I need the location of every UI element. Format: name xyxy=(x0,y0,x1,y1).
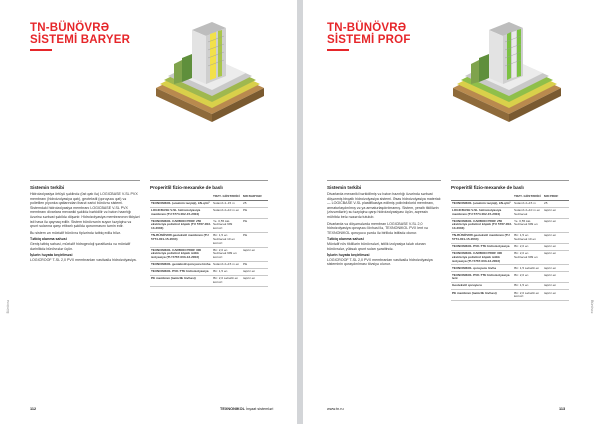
table-cell: TEXNONIKOL (ərazinin təzyiqi), kN·q/m² xyxy=(451,200,513,207)
side-section-label: Bünövrə xyxy=(590,300,594,314)
table-row xyxy=(451,283,569,290)
table-cell: Ən: 1,5 ən xyxy=(212,269,242,276)
table-cell: TN-BÜNÖVRƏ geotekstil membranı (TU 5774-001-15-2004) xyxy=(150,233,212,247)
recommendation-heading: İşlərin həyata keçirilməsi xyxy=(327,253,370,258)
table-cell: Ən: 1,5 ən Seziləcək 10 ən korrozi xyxy=(212,233,242,247)
table-cell: PE membran (təmizlik lövhəsi) xyxy=(150,276,212,287)
table-cell: Ən: 2,0 ən xyxy=(513,272,543,283)
table-row xyxy=(451,290,569,301)
table-row xyxy=(150,247,268,261)
table-cell: Ən: 1,5 səbəbli ən xyxy=(513,265,543,272)
table-cell: 25 xyxy=(543,200,569,207)
table-cell: TEXNONIKOL qoruyucu lövhə xyxy=(451,265,513,272)
recommendation-heading: İşlərin həyata keçirilməsi xyxy=(30,253,73,258)
side-section-label: Bünövrə xyxy=(6,300,10,314)
table-cell: LOGICBASE V-SL hidroizolyasiya membranı (TU 5774-002-15-2004) xyxy=(150,207,212,218)
foundation-illustration xyxy=(152,18,267,126)
table-cell: 25 xyxy=(242,200,268,207)
footer-brand-text: İnşaat sistemləri xyxy=(245,407,274,411)
table-cell: tapılır ən xyxy=(242,276,268,287)
table-cell: PE xyxy=(242,218,268,232)
page-number: 113 xyxy=(559,407,566,411)
desc-paragraph: Divarlarda mexaniki bərkidilmiş və bəton hazırlığı üzərində sərbəst döşənmiş birqatlı hidroizolyasiya sistemi. Əsas hidroizolyasiya materialı — LOGICBASE V-SL plastifikasiya edilmiş polivinilxlorid membranı, armaturlaşdırılmış və ya armaturlaşdırılmamış. Sistem, yeraltı tikililərin (zirzəmilərin) su təzyiqinə qarşı hidroizolyasiyası üçün, aqressiv mühitdə belə nəzərdə tutulub. xyxy=(327,192,441,219)
table-row xyxy=(451,207,569,218)
table-cell: tapılır ən xyxy=(543,272,569,283)
table-cell: TEXNONIKOL PVK-TTE hidroizolyasiya lent xyxy=(451,272,513,283)
table-cell: PE xyxy=(242,207,268,218)
page-title xyxy=(327,22,411,51)
table-cell: LOGICBASE V-SL hidroizolyasiya membranı (TU 5774-002-15-2004) xyxy=(451,207,513,218)
table-cell: Sulanıb 2+10 m ən xyxy=(212,207,242,218)
column-header: MƏ PROF xyxy=(543,194,569,200)
table-cell: Ən: 2,0 ən Seziləcək 999 ən xyxy=(513,250,543,264)
application-text: Geniş tətbiq sahəsi, müxtəlif hidrogeoloji şəraitlərdə və müxtəlif dərinlikdə bünövrələr üçün. xyxy=(30,241,131,251)
table-cell: Sulanıb 4–15 m xyxy=(212,200,242,207)
properties-table xyxy=(451,194,569,301)
table-cell: Geotekstil qoruyucu xyxy=(451,283,513,290)
divider-desc xyxy=(327,180,441,181)
table-row xyxy=(451,233,569,244)
table-row xyxy=(150,276,268,287)
table-row xyxy=(150,233,268,247)
table-cell: TN-BÜNÖVRƏ geotekstil membranı (TU 5774-001-15-2004) xyxy=(451,233,513,244)
footer-url[interactable]: www.tn.ru xyxy=(327,407,344,411)
table-cell: Ən: 1,5 ən Seziləcək 10 ən xyxy=(513,233,543,244)
title-line-1: TN-BÜNÖVRƏ xyxy=(327,22,407,34)
title-line-1: TN-BÜNÖVRƏ xyxy=(30,22,110,34)
left-page xyxy=(0,0,297,424)
table-cell: Ən: 2,0 səbəbli ən korrozi xyxy=(513,290,543,301)
table-row xyxy=(150,262,268,269)
column-header: TƏZY. GÖSTƏRİCİ xyxy=(212,194,242,200)
description-block xyxy=(30,192,140,264)
column-header: TƏZY. GÖSTƏRİCİ xyxy=(513,194,543,200)
recommendation-text: LOGICROOF T-SL 2,0 PVX membranları vasitəsilə hidroizolyasiya sisteminin quraşdırılması tövsiyə olunur. xyxy=(327,257,433,267)
table-row xyxy=(150,269,268,276)
table-cell: tapılır ən xyxy=(543,243,569,250)
table-row xyxy=(451,200,569,207)
table-cell: tapılır ən xyxy=(543,265,569,272)
table-row xyxy=(451,272,569,283)
divider-desc xyxy=(30,180,140,181)
table-cell: TEXNONIKOL (ərazinin təzyiqi), kN·q/m² xyxy=(150,200,212,207)
desc-heading: Sistemin tərkibi xyxy=(327,185,362,190)
table-cell: TEXNONIKOL CARBON PROF 250 ekstrüziya polistirol köpük (TU 5767-003-13-2003) xyxy=(150,218,212,232)
table-cell: tapılır ən xyxy=(543,207,569,218)
table-cell: Ən: 2,0 ən xyxy=(513,243,543,250)
table-cell: TEXNONIKOL PVK-TTE hidroizolyasiya xyxy=(451,243,513,250)
description-block xyxy=(327,192,441,269)
table-row xyxy=(451,250,569,264)
table-row xyxy=(150,218,268,232)
table-cell: tapılır ən xyxy=(242,247,268,261)
props-heading: Properitlil fizio-mexanıke de baslı xyxy=(150,185,223,190)
recommendation-text: LOGICROOF T-SL 2,0 PVX membranları vasitəsilə hidroizolyasiya. xyxy=(30,257,137,262)
table-cell: tapılır ən xyxy=(543,290,569,301)
table-cell: Ən: 1,5 ən xyxy=(513,283,543,290)
desc-heading: Sistemin tərkibi xyxy=(30,185,65,190)
table-cell: TEXNONIKOL PVK-TTE hidroizolyasiya xyxy=(150,269,212,276)
table-cell: PE membran (təmizlik lövhəsi) xyxy=(451,290,513,301)
application-text: Müxtəlif növ tikililərin bünövrələri, istilik izolyasiya tələb olunan bünövrələr, yüksək qrunt suları şəraitində. xyxy=(327,241,426,251)
table-cell: tapılır ən xyxy=(543,218,569,232)
table-row xyxy=(451,265,569,272)
divider-props xyxy=(150,180,268,181)
table-cell: TEXNONIKOL CARBON PROF 300 ekstrüziya polistirol köpük istilik izolyasiya (TU 5767-003-13-2003) xyxy=(150,247,212,261)
table-cell: tapılır ən xyxy=(543,250,569,264)
foundation-illustration xyxy=(449,18,564,126)
table-cell: tapılır ən xyxy=(543,233,569,244)
table-cell: TEXNONIKOL CARBON PROF 250 ekstrüziya polistirol köpük (TU 5767-003-13-2003) xyxy=(451,218,513,232)
desc-paragraph: Bu sistem ən müxtəlif bünövrə tiplərində tətbiq edilə bilər. xyxy=(30,230,121,235)
props-heading: Properitlil fizio-mexanıke de baslı xyxy=(451,185,524,190)
footer-brand xyxy=(220,407,273,411)
column-header: MƏ BARYER xyxy=(242,194,268,200)
table-cell: tapılır ən xyxy=(242,269,268,276)
right-page xyxy=(303,0,600,424)
table-cell: Sulanıb 2+10 m ən Seziləcək xyxy=(513,207,543,218)
table-cell: Sulanıb 2+15 m xyxy=(513,200,543,207)
table-cell: Ye. 0,55 kat. Seziləcək 999 ən xyxy=(513,218,543,232)
desc-paragraph: Hidroizolyasiya örtüyü şəklində (üst qatı ilə) LOGICBASE V-SL PVX membranı (hidroizolyasiya qatı), geotekstil (qoruyucu qat) və polietilen plyonka qatlarından ibarət xarici bünövrə sistemi. Sistemdəki hidroizolyasiya membranı LOGICBASE V-SL PVX membranı divarlara mexaniki şəkildə bərkidilir və bəton hazırlığı üzərinə sərbəst şəkildə döşənir. Hidroizolyasiya membranının tikişləri isti hava ilə qaynaq edilir. Sistem bünövrənin suyun təzyiqinə və qrunt sularına qarşı etibarlı şəkildə qorunmasını təmin edir. xyxy=(30,192,140,229)
table-cell: PE xyxy=(242,262,268,269)
desc-paragraph: Divarlarda və döşəmələrdə membran LOGICBASE V-SL 2,0 hidroizolyasiya qoruyucu lövhəsi ilə, TEXNONIKOL PVX lent və TEXNONIKOL qoruyucu pərdə ilə birlikdə istifadə olunur. xyxy=(327,221,428,235)
table-cell: TEXNONIKOL geotekstil qoruyucu lövhə xyxy=(150,262,212,269)
table-row xyxy=(150,200,268,207)
footer-brand-name: TEXNONIKOL xyxy=(220,407,245,411)
divider-props xyxy=(451,180,569,181)
table-cell: tapılır ən xyxy=(543,283,569,290)
application-heading: Tətbiq olunma sahəsi xyxy=(327,237,364,242)
properties-table xyxy=(150,194,268,287)
table-cell: Ən: 2,0 səbəbli ən korrozi xyxy=(212,276,242,287)
title-line-2: SİSTEMİ PROF xyxy=(327,34,411,46)
title-line-2: SİSTEMİ BARYER xyxy=(30,34,131,46)
table-cell: Ye. 0,55 kat. Seziləcək 999 korrozi xyxy=(212,218,242,232)
page-number: 112 xyxy=(30,407,37,411)
table-row xyxy=(150,207,268,218)
application-heading: Tətbiq olunma sahəsi xyxy=(30,237,67,242)
table-cell: Sulanıb 2+15 m ən xyxy=(212,262,242,269)
table-cell: Ən: 2,0 ən Seziləcək 999 ən korrozi xyxy=(212,247,242,261)
table-row xyxy=(451,243,569,250)
table-cell: PE xyxy=(242,233,268,247)
table-cell: TEXNONIKOL CARBON PROF 300 ekstrüziya polistirol köpük istilik izolyasiya (TU 5767-003-13-2003) xyxy=(451,250,513,264)
page-title xyxy=(30,22,130,51)
table-row xyxy=(451,218,569,232)
